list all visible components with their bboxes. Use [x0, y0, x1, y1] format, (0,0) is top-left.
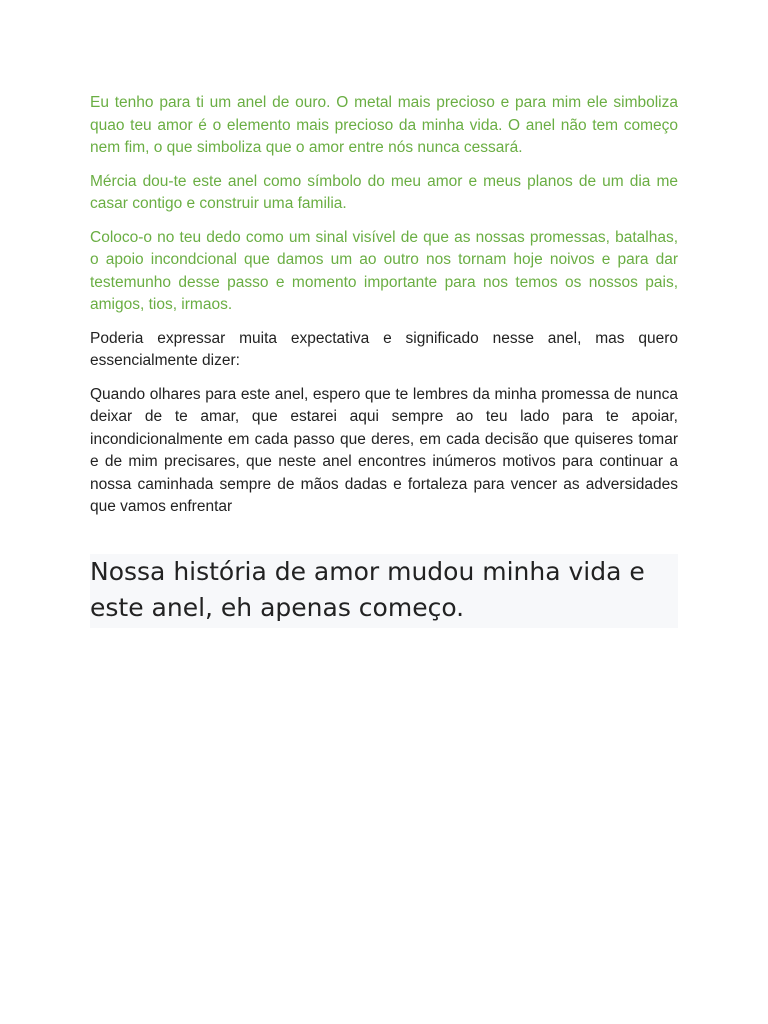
document-page — [90, 92, 678, 628]
closing-quote: Nossa história de amor mudou minha vida e este anel, eh apenas começo. — [90, 556, 645, 622]
paragraph-dedication: Mércia dou-te este anel como símbolo do meu amor e meus planos de um dia me casar contigo e construir uma familia. — [90, 172, 678, 212]
closing-quote-box — [90, 554, 678, 628]
paragraph-ring-gold: Eu tenho para ti um anel de ouro. O metal mais precioso e para mim ele simboliza quao teu amor é o elemento mais precioso da minha vida. O anel não tem começo nem fim, o que simboliza que o amor entre nós nunca cessará. — [90, 94, 678, 156]
paragraph-promise-love: Quando olhares para este anel, espero que te lembres da minha promessa de nunca deixar de te amar, que estarei aqui sempre ao teu lado para te apoiar, incondicionalmente em cada passo que deres, em cada decisão que quiseres tomar e de mim precisares, que neste anel encontres inúmeros motivos para continuar a nossa caminhada sempre de mãos dadas e fortaleza para vencer as adversidades que vamos enfrentar — [90, 385, 678, 515]
paragraph-promises: Coloco-o no teu dedo como um sinal visível de que as nossas promessas, batalhas, o apoio incondcional que damos um ao outro nos tornam hoje noivos e para dar testemunho desse passo e momento importante para nos temos os nossos pais, amigos, tios, irmaos. — [90, 228, 678, 313]
paragraph-expectation: Poderia expressar muita expectativa e significado nesse anel, mas quero essencialmente dizer: — [90, 329, 678, 369]
